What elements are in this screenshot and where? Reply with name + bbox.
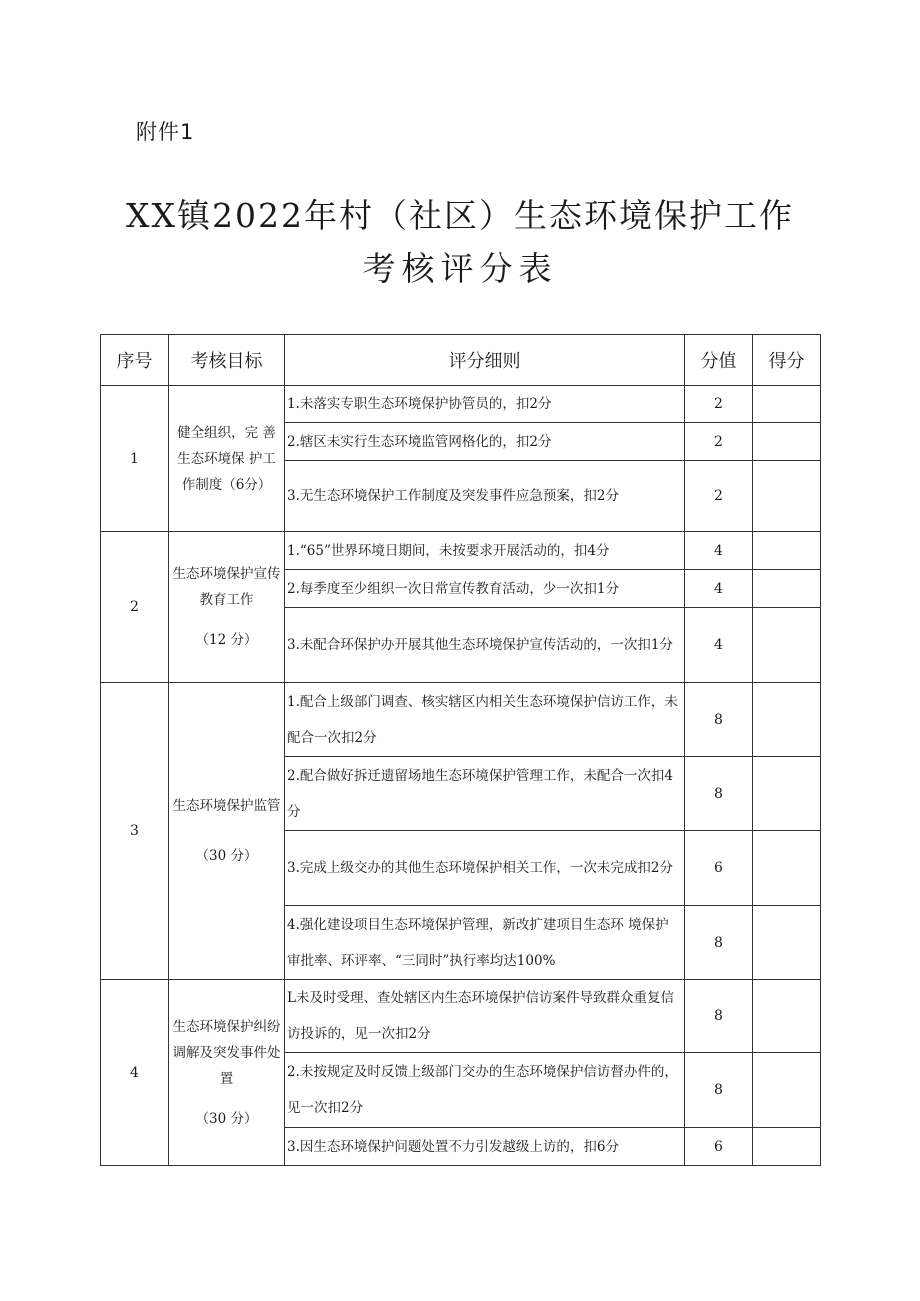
detail-cell: 2.每季度至少组织一次日常宣传教育活动，少一次扣1分 xyxy=(285,570,685,608)
value-cell: 8 xyxy=(685,980,753,1053)
goal-points: （30 分） xyxy=(195,1110,258,1127)
score-cell[interactable] xyxy=(753,608,821,683)
table-row xyxy=(101,386,821,423)
table-row xyxy=(101,532,821,570)
score-cell[interactable] xyxy=(753,386,821,423)
value-cell: 4 xyxy=(685,608,753,683)
seq-cell: 1 xyxy=(101,386,169,532)
detail-cell: 1.未落实专职生态环境保护协管员的，扣2分 xyxy=(285,386,685,423)
score-cell[interactable] xyxy=(753,570,821,608)
value-cell: 6 xyxy=(685,831,753,906)
table-row xyxy=(101,683,821,757)
value-cell: 4 xyxy=(685,532,753,570)
goal-cell xyxy=(169,386,285,532)
goal-cell xyxy=(169,683,285,980)
goal-points: （12 分） xyxy=(195,632,258,648)
document-title: XX镇2022年村（社区）生态环境保护工作 xyxy=(126,196,794,235)
goal-text: 生态环境保护监管 xyxy=(172,798,281,814)
score-cell[interactable] xyxy=(753,461,821,532)
value-cell: 8 xyxy=(685,757,753,831)
value-cell: 2 xyxy=(685,461,753,532)
detail-cell: 1.“65”世界环境日期间，未按要求开展活动的，扣4分 xyxy=(285,532,685,570)
detail-cell: 3.无生态环境保护工作制度及突发事件应急预案，扣2分 xyxy=(285,461,685,532)
detail-cell: 2.辖区未实行生态环境监管网格化的，扣2分 xyxy=(285,423,685,461)
score-cell[interactable] xyxy=(753,683,821,757)
document-subtitle: 考核评分表 xyxy=(362,249,558,288)
score-cell[interactable] xyxy=(753,532,821,570)
detail-cell: 4.强化建设项目生态环境保护管理，新改扩建项目生态环 境保护审批率、环评率、“三同时”执行率均达100% xyxy=(285,906,685,980)
goal-cell xyxy=(169,532,285,683)
seq-cell: 4 xyxy=(101,980,169,1166)
goal-points: （30 分） xyxy=(195,848,258,864)
header-detail: 评分细则 xyxy=(285,335,685,386)
score-cell[interactable] xyxy=(753,831,821,906)
detail-cell: L未及时受理、查处辖区内生态环境保护信访案件导致群众重复信访投诉的，见一次扣2分 xyxy=(285,980,685,1053)
goal-cell xyxy=(169,980,285,1166)
header-seq: 序号 xyxy=(101,335,169,386)
value-cell: 8 xyxy=(685,1053,753,1128)
value-cell: 8 xyxy=(685,906,753,980)
header-score: 得分 xyxy=(753,335,821,386)
detail-cell: 3.因生态环境保护问题处置不力引发越级上访的，扣6分 xyxy=(285,1128,685,1166)
score-cell[interactable] xyxy=(753,757,821,831)
goal-text: 生态环境保护纠纷调解及突发事件处置 xyxy=(172,1018,281,1087)
value-cell: 2 xyxy=(685,423,753,461)
table-header-row xyxy=(101,335,821,386)
goal-text: 健全组织，完 善生态环境保 护工作制度（6分） xyxy=(177,424,276,493)
value-cell: 2 xyxy=(685,386,753,423)
header-goal: 考核目标 xyxy=(169,335,285,386)
value-cell: 4 xyxy=(685,570,753,608)
detail-cell: 3.未配合环保护办开展其他生态环境保护宣传活动的，一次扣1分 xyxy=(285,608,685,683)
seq-cell: 2 xyxy=(101,532,169,683)
detail-cell: 1.配合上级部门调查、核实辖区内相关生态环境保护信访工作，未配合一次扣2分 xyxy=(285,683,685,757)
score-cell[interactable] xyxy=(753,1128,821,1166)
score-cell[interactable] xyxy=(753,423,821,461)
value-cell: 8 xyxy=(685,683,753,757)
score-cell[interactable] xyxy=(753,980,821,1053)
assessment-table xyxy=(100,334,821,1166)
score-cell[interactable] xyxy=(753,906,821,980)
goal-text: 生态环境保护宣传教育工作 xyxy=(172,566,281,608)
detail-cell: 2.配合做好拆迁遗留场地生态环境保护管理工作，未配合一次扣4分 xyxy=(285,757,685,831)
score-cell[interactable] xyxy=(753,1053,821,1128)
table-row xyxy=(101,980,821,1053)
attachment-label: 附件1 xyxy=(136,120,195,144)
seq-cell: 3 xyxy=(101,683,169,980)
detail-cell: 2.未按规定及时反馈上级部门交办的生态环境保护信访督办件的，见一次扣2分 xyxy=(285,1053,685,1128)
header-value: 分值 xyxy=(685,335,753,386)
value-cell: 6 xyxy=(685,1128,753,1166)
detail-cell: 3.完成上级交办的其他生态环境保护相关工作，一次未完成扣2分 xyxy=(285,831,685,906)
